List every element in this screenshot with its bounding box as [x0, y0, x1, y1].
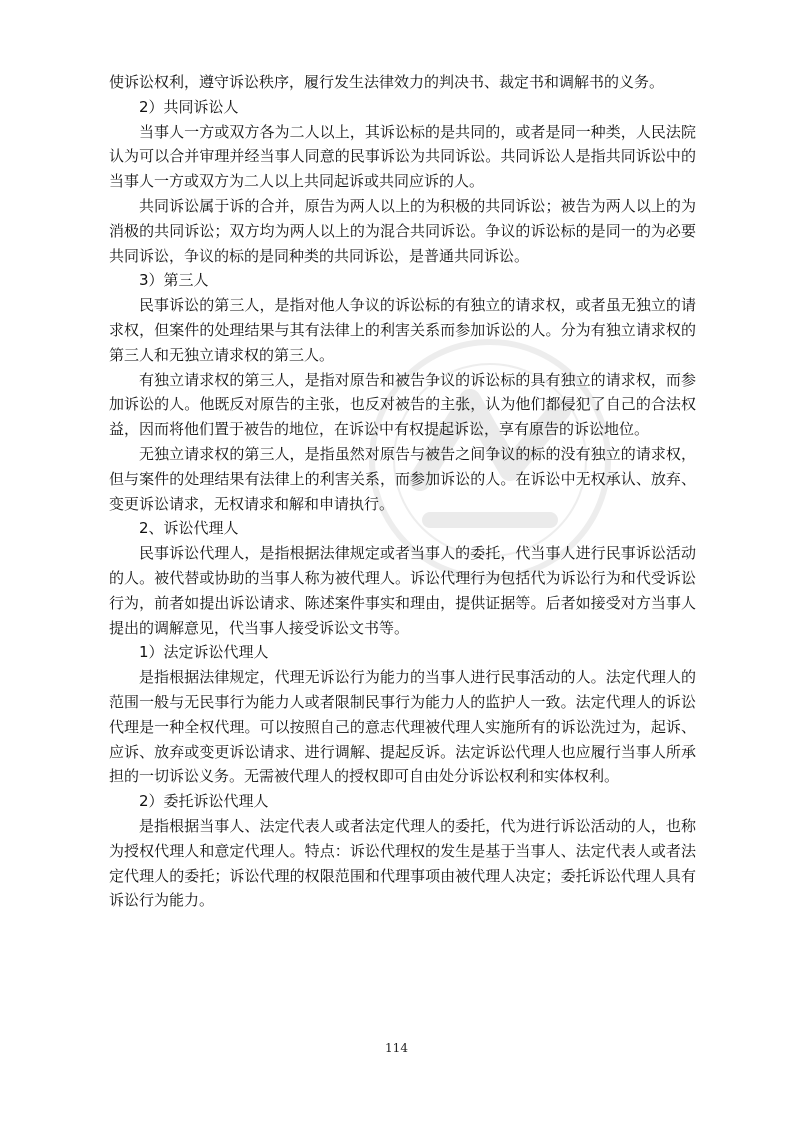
paragraph: 无独立请求权的第三人，是指虽然对原告与被告之间争议的标的没有独立的请求权，但与案件的处理结果有法律上的利害关系，而参加诉讼的人。在诉讼中无权承认、放弃、变更诉讼请求，无权请求和解和申请执行。: [109, 444, 696, 513]
section-heading-legal-agent: 1）法定诉讼代理人: [139, 643, 269, 662]
section-heading-entrusted-agent: 2）委托诉讼代理人: [139, 792, 269, 811]
paragraph: 是指根据当事人、法定代表人或者法定代理人的委托，代为进行诉讼活动的人，也称为授权代理人和意定代理人。特点：诉讼代理权的发生是基于当事人、法定代表人或者法定代理人的委托；诉讼代理的权限范围和代理事项由被代理人决定；委托诉讼代理人具有诉讼行为能力。: [109, 816, 696, 910]
section-heading-co-litigants: 2）共同诉讼人: [139, 97, 239, 116]
paragraph: 共同诉讼属于诉的合并，原告为两人以上的为积极的共同诉讼；被告为两人以上的为消极的共同诉讼；双方均为两人以上的为混合共同诉讼。争议的诉讼标的是同一的为必要共同诉讼，争议的标的是同种类的共同诉讼，是普通共同诉讼。: [109, 196, 696, 265]
page-number: 114: [385, 1041, 408, 1055]
section-heading-third-party: 3）第三人: [139, 271, 209, 290]
section-heading-litigation-agent: 2、诉讼代理人: [139, 519, 239, 538]
paragraph-continuation: 使诉讼权利，遵守诉讼秩序，履行发生法律效力的判决书、裁定书和调解书的义务。: [109, 73, 665, 91]
document-body: [109, 70, 696, 913]
paragraph: 当事人一方或双方各为二人以上，其诉讼标的是共同的，或者是同一种类，人民法院认为可以合并审理并经当事人同意的民事诉讼为共同诉讼。共同诉讼人是指共同诉讼中的当事人一方或双方为二人以上共同起诉或共同应诉的人。: [109, 122, 696, 191]
paragraph: 民事诉讼代理人，是指根据法律规定或者当事人的委托，代当事人进行民事诉讼活动的人。被代替或协助的当事人称为被代理人。诉讼代理行为包括代为诉讼行为和代受诉讼行为，前者如提出诉讼请求、陈述案件事实和理由，提供证据等。后者如接受对方当事人提出的调解意见，代当事人接受诉讼文书等。: [109, 544, 696, 637]
paragraph: 是指根据法律规定，代理无诉讼行为能力的当事人进行民事活动的人。法定代理人的范围一般与无民事行为能力人或者限制民事行为能力人的监护人一致。法定代理人的诉讼代理是一种全权代理。可以按照自己的意志代理被代理人实施所有的诉讼洗过为，起诉、应诉、放弃或变更诉讼请求、进行调解、提起反诉。法定诉讼代理人也应履行当事人所承担的一切诉讼义务。无需被代理人的授权即可自由处分诉讼权利和实体权利。: [109, 668, 696, 786]
paragraph: 民事诉讼的第三人，是指对他人争议的诉讼标的有独立的请求权，或者虽无独立的请求权，但案件的处理结果与其有法律上的利害关系而参加诉讼的人。分为有独立请求权的第三人和无独立请求权的第三人。: [109, 296, 696, 364]
paragraph: 有独立请求权的第三人，是指对原告和被告争议的诉讼标的具有独立的请求权，而参加诉讼的人。他既反对原告的主张，也反对被告的主张，认为他们都侵犯了自己的合法权益，因而将他们置于被告的地位，在诉讼中有权提起诉讼，享有原告的诉讼地位。: [109, 370, 696, 439]
